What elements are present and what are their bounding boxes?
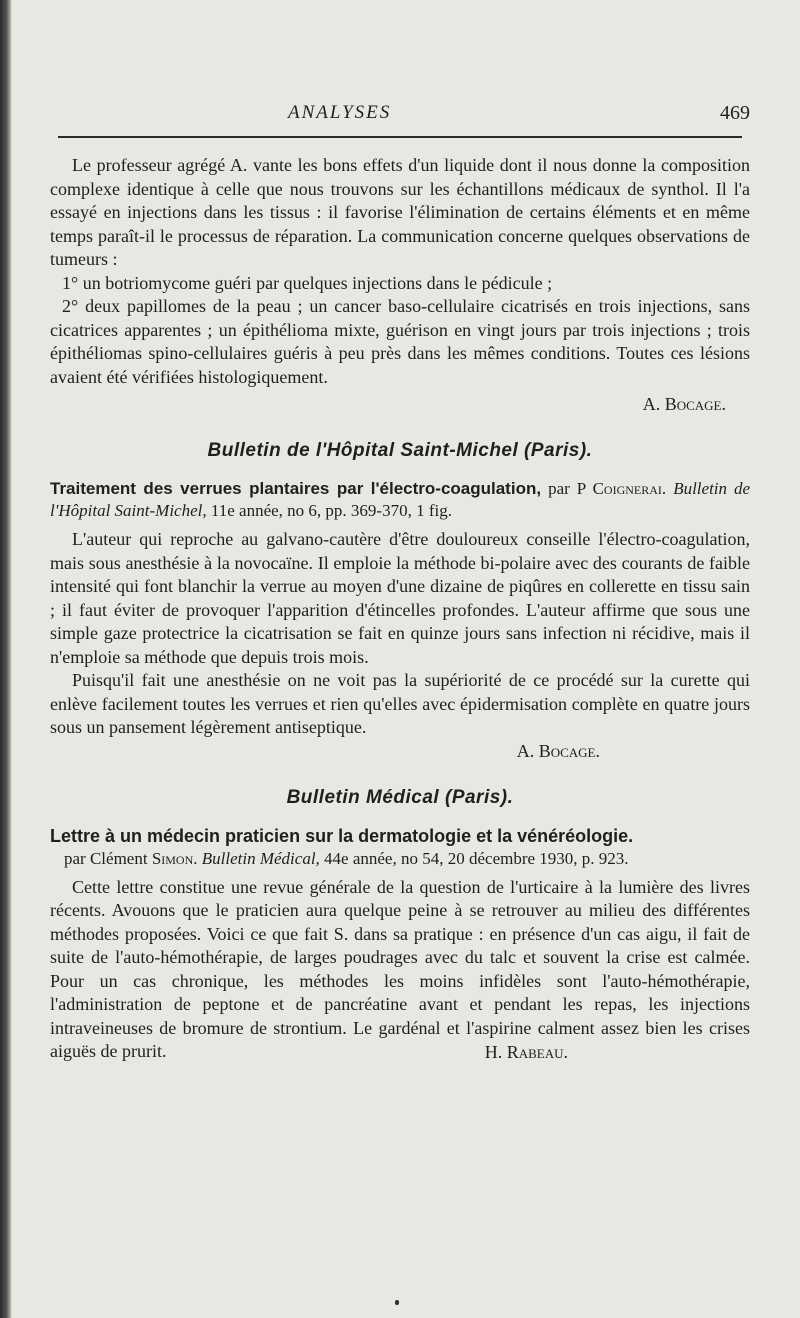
reference-author: Coignerai. [592,479,667,498]
article-title: Traitement des verrues plantaires par l'électro-coagulation, [50,479,542,498]
running-title: ANALYSES [288,102,392,123]
page-number: 469 [720,102,750,124]
reference-details: 11e année, no 6, pp. 369-370, 1 fig. [210,501,452,520]
signature-bocage-2: A. Bocage. [516,740,600,761]
reference-details: 44e année, no 54, 20 décembre 1930, p. 923. [324,848,629,868]
intro-paragraph: Le professeur agrégé A. vante les bons effets d'un liquide dont il nous donne la composition complexe identique à celle que nous trouvons sur les échantillons médicaux de synthol. Il l'a essayé en injections dans les tissus : il favorise l'élimination de certains éléments et en même temps paraît-il le processus de réparation. La communication concerne quelques observations de tumeurs : [50,155,750,269]
reference-journal: Bulletin Médical, [201,848,320,868]
article-reference-lettre [50,825,750,870]
observation-item-1: 1° un botriomycome guéri par quelques injections dans le pédicule ; [62,272,553,293]
book-binding-shadow [0,0,12,1318]
body-paragraph: L'auteur qui reproche au galvano-cautère d'être douloureux conseille l'électro-coagulation, mais sous anesthésie à la novocaïne. Il emploie la méthode bi-polaire avec des courants de faible intensité qui font blanchir la verrue au moyen d'une dizaine de piqûres en collerette en tissu sain ; il faut éviter de provoquer l'apparition d'étincelles profondes. L'auteur affirme que sous une simple gaze protectrice la cicatrisation se fait en quinze jours sans infection ni récidive, mais il n'emploie sa méthode que depuis trois mois. [50,529,750,667]
signature-bocage-1: A. Bocage. [642,394,726,414]
body-paragraph: Cette lettre constitue une revue générale de la question de l'urticaire à la lumière des livres récents. Avouons que le praticien aura quelque peine à se retrouver au milieu des différentes méthodes proposées. Voici ce que fait S. dans sa pratique : en présence d'un cas aigu, il fait de suite de l'auto-hémothérapie, de larges poudrages avec du talc et souvent la crise est calmée. Pour un cas chronique, les méthodes les moins infidèles sont l'auto-hémothérapie, l'administration de peptone et de pancréatine avant et pendant les repas, les injections intraveineuses de bromure de strontium. Le gardénal et l'aspirine calment assez bien les crises aiguës de prurit. [50,876,750,1061]
reference-par: par P [548,479,586,498]
observation-item-2: 2° deux papillomes de la peau ; un cancer baso-cellulaire cicatrisés en trois injections, sans cicatrices apparentes ; un épithélioma mixte, guérison en vingt jours par trois injections ; trois épithéliomas spino-cellulaires guéris à peu près dans les mêmes conditions. Toutes ces lésions avaient été vérifiées histologiquement. [50,296,750,387]
reference-author: Simon. [151,848,198,868]
reference-line [50,848,750,870]
ink-speck [395,1300,399,1305]
running-header [50,100,750,136]
reference-journal: Bulletin de l'Hôpital Saint-Michel, [50,479,751,520]
header-rule [58,136,742,138]
signature-rabeau: H. Rabeau. [484,1041,568,1062]
journal-heading-saint-michel: Bulletin de l'Hôpital Saint-Michel (Paris). [207,440,593,461]
body-paragraph: Puisqu'il fait une anesthésie on ne voit pas la supériorité de ce procédé sur la curette qui enlève facilement toutes les verrues et rien qu'elles avec épidermisation complète en quatre jours sous un pansement légèrement antiseptique. [50,670,750,737]
article-title: Lettre à un médecin praticien sur la dermatologie et la vénéréologie. [50,825,634,846]
reference-par: par Clément [64,848,148,868]
article-reference-verrues [50,478,750,522]
journal-heading-bulletin-medical: Bulletin Médical (Paris). [286,786,514,808]
page [50,100,750,1064]
